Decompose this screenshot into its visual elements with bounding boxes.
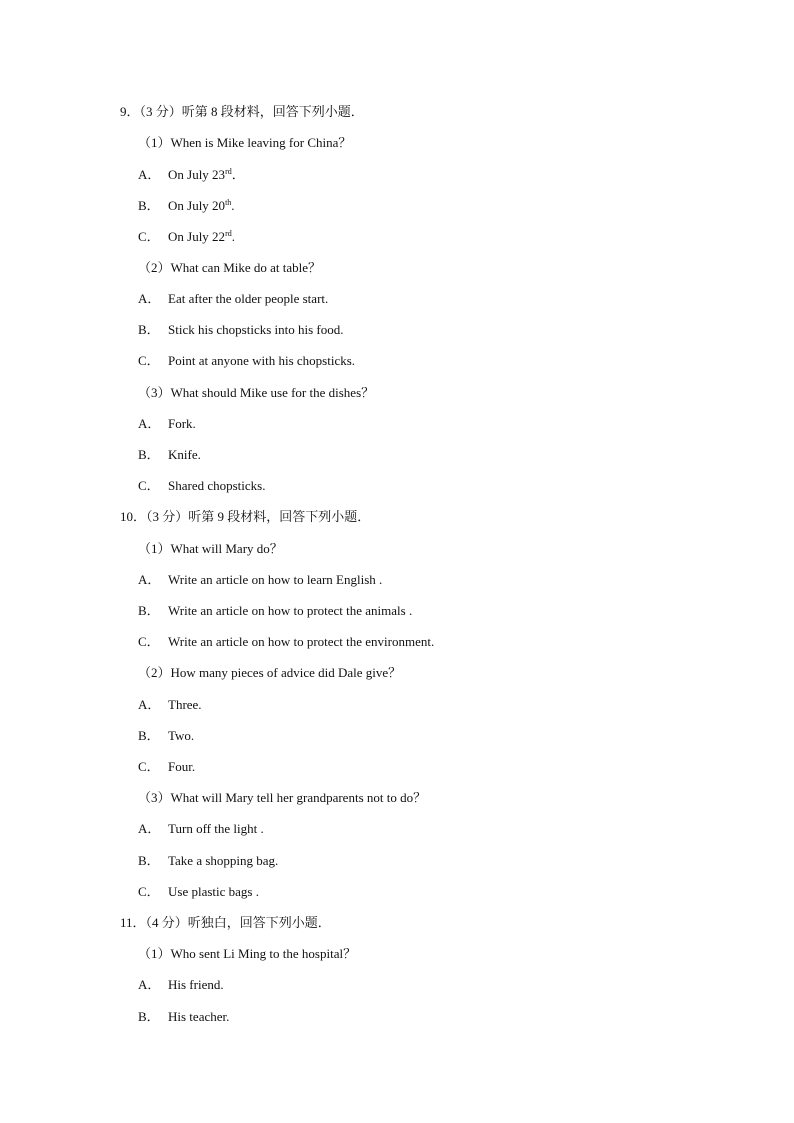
question-10-1-prompt: （1）What will Mary do？ xyxy=(138,541,283,556)
option-letter: B． xyxy=(138,603,160,618)
option-text: Write an article on how to learn English . xyxy=(168,572,383,587)
option-text: His friend. xyxy=(168,977,224,992)
question-11-1-prompt: （1）Who sent Li Ming to the hospital？ xyxy=(138,946,357,961)
option-letter: A． xyxy=(138,821,161,836)
question-9-3-prompt: （3）What should Mike use for the dishes？ xyxy=(138,385,375,400)
option-10-3-c xyxy=(138,884,259,900)
option-text: Turn off the light . xyxy=(168,821,264,836)
option-letter: C． xyxy=(138,884,160,899)
ordinal-suffix: rd xyxy=(225,229,232,238)
option-text: Shared chopsticks. xyxy=(168,478,266,493)
option-text: Two. xyxy=(168,728,195,743)
option-10-1-b xyxy=(138,603,412,619)
question-9-2-prompt: （2）What can Mike do at table？ xyxy=(138,260,322,275)
option-9-1-a xyxy=(138,167,245,183)
option-10-2-b xyxy=(138,728,194,744)
option-text: Write an article on how to protect the animals . xyxy=(168,603,413,618)
question-9-header: 9．（3 分）听第 8 段材料，回答下列小题． xyxy=(120,104,364,119)
option-9-2-c xyxy=(138,353,355,369)
option-text: Knife. xyxy=(168,447,201,462)
option-letter: C． xyxy=(138,478,160,493)
option-9-2-b xyxy=(138,322,344,338)
question-11-header: 11．（4 分）听独白，回答下列小题． xyxy=(120,915,331,930)
option-text: Write an article on how to protect the environment. xyxy=(168,634,435,649)
option-text: Point at anyone with his chopsticks. xyxy=(168,353,356,368)
option-punct: . xyxy=(231,198,235,213)
option-text: Take a shopping bag. xyxy=(168,853,279,868)
option-letter: A． xyxy=(138,572,161,587)
option-9-1-b xyxy=(138,198,235,214)
option-10-2-a xyxy=(138,697,202,713)
question-9-1-prompt: （1）When is Mike leaving for China？ xyxy=(138,135,352,150)
option-punct: . xyxy=(231,229,235,244)
option-letter: C． xyxy=(138,634,160,649)
option-10-1-c xyxy=(138,634,434,650)
option-10-1-a xyxy=(138,572,382,588)
option-letter: A． xyxy=(138,291,161,306)
option-letter: C． xyxy=(138,759,160,774)
option-letter: C． xyxy=(138,229,160,244)
ordinal-suffix: rd xyxy=(225,167,232,176)
option-text: On July 20 xyxy=(168,198,226,213)
question-10-header: 10．（3 分）听第 9 段材料，回答下列小题． xyxy=(120,509,371,524)
option-punct: ． xyxy=(231,167,245,182)
option-9-3-a xyxy=(138,416,196,432)
option-11-1-a xyxy=(138,977,224,993)
option-letter: A． xyxy=(138,167,161,182)
option-text: On July 23 xyxy=(168,167,226,182)
option-text: On July 22 xyxy=(168,229,226,244)
option-letter: B． xyxy=(138,728,160,743)
option-9-2-a xyxy=(138,291,328,307)
option-letter: C． xyxy=(138,353,160,368)
option-9-1-c xyxy=(138,229,235,245)
option-letter: B． xyxy=(138,198,160,213)
option-letter: B． xyxy=(138,1009,160,1024)
option-letter: A． xyxy=(138,416,161,431)
option-9-3-c xyxy=(138,478,265,494)
option-text: Four. xyxy=(168,759,196,774)
option-9-3-b xyxy=(138,447,201,463)
option-text: Stick his chopsticks into his food. xyxy=(168,322,344,337)
option-letter: B． xyxy=(138,853,160,868)
option-letter: B． xyxy=(138,322,160,337)
option-text: Eat after the older people start. xyxy=(168,291,329,306)
option-text: Three. xyxy=(168,697,202,712)
question-10-3-prompt: （3）What will Mary tell her grandparents not to do？ xyxy=(138,790,427,805)
option-text: His teacher. xyxy=(168,1009,230,1024)
option-10-3-b xyxy=(138,853,278,869)
option-letter: A． xyxy=(138,977,161,992)
option-10-3-a xyxy=(138,821,264,837)
ordinal-suffix: th xyxy=(225,198,232,207)
option-text: Fork. xyxy=(168,416,196,431)
option-letter: B． xyxy=(138,447,160,462)
question-10-2-prompt: （2）How many pieces of advice did Dale give？ xyxy=(138,665,402,680)
option-10-2-c xyxy=(138,759,195,775)
option-11-1-b xyxy=(138,1009,229,1025)
option-text: Use plastic bags . xyxy=(168,884,259,899)
option-letter: A． xyxy=(138,697,161,712)
